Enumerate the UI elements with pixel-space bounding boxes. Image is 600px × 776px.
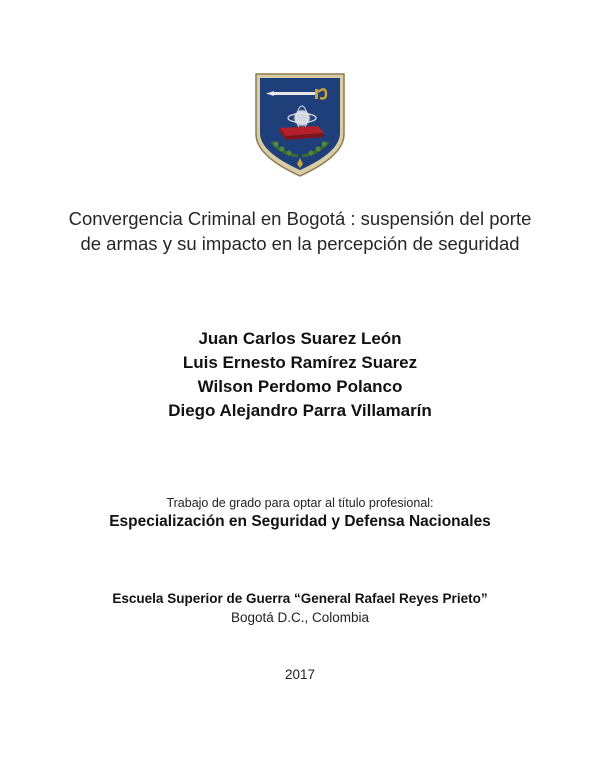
publication-year: 2017: [284, 667, 316, 682]
degree-title: Especialización en Seguridad y Defensa Nacionales: [109, 513, 491, 530]
author-name: Luis Ernesto Ramírez Suarez: [182, 353, 418, 372]
city-location: Bogotá D.C., Colombia: [230, 610, 370, 625]
crest-graphic: [252, 70, 348, 178]
thesis-statement: Trabajo de grado para optar al título profesional:: [166, 496, 434, 510]
school-crest-icon: [252, 70, 348, 178]
author-name: Diego Alejandro Parra Villamarín: [168, 401, 432, 420]
school-name: Escuela Superior de Guerra “General Rafael Reyes Prieto”: [112, 591, 488, 606]
author-name: Wilson Perdomo Polanco: [197, 377, 403, 396]
author-name: Juan Carlos Suarez León: [198, 329, 402, 348]
author-list: [60, 327, 540, 423]
document-title: Convergencia Criminal en Bogotá : suspensión del porte de armas y su impacto en la percepción de seguridad: [68, 208, 532, 254]
